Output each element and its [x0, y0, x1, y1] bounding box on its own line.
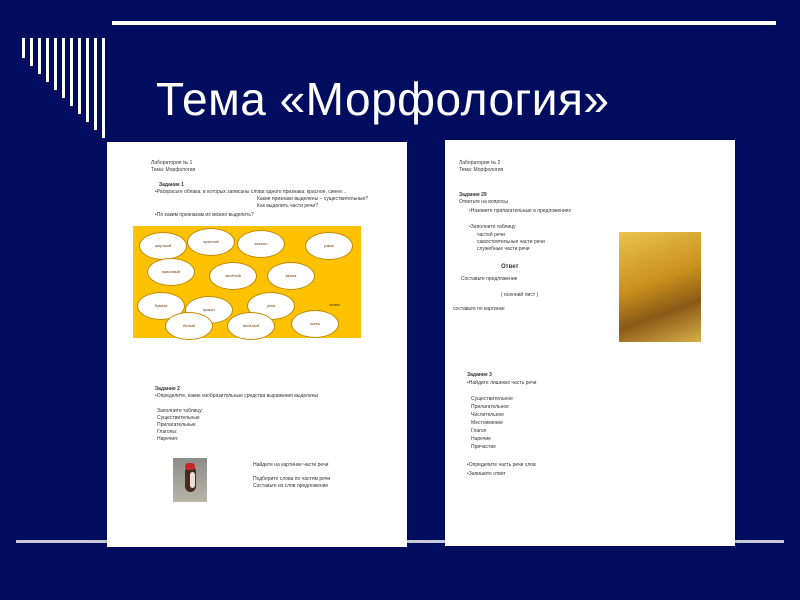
doc2-header-1: Лаборатория № 2	[459, 160, 501, 166]
doc2-task3-label: Задание 3	[467, 372, 492, 378]
cloud-word: река	[247, 292, 295, 320]
doc2-list-item: Существительное	[471, 396, 513, 402]
cloud-word: красивый	[147, 258, 195, 286]
cloud-word: зелёный	[209, 262, 257, 290]
doc2-answer-line-1: Составьте предложение	[461, 276, 518, 282]
doc1-task2-text: • Определите, какие изобразительные средства выражения выделены	[155, 393, 318, 399]
cloud-word: весна	[267, 262, 315, 290]
doc2-answer-label: Ответ	[501, 264, 519, 270]
doc1-task1-note2: Как выделить части речи?	[257, 203, 318, 209]
doc1-header-2: Тема: Морфология	[151, 167, 196, 173]
cloud-word: весёлый	[227, 312, 275, 340]
doc1-line: Прилагательные	[157, 422, 196, 428]
doc2-line: служебные части речи	[477, 246, 530, 252]
top-divider-line	[112, 21, 776, 25]
slide-title: Тема «Морфология»	[156, 73, 610, 125]
cloud-word: узкие	[305, 232, 353, 260]
doc2-line: самостоятельные части речи	[477, 239, 545, 245]
doc1-line: Глаголы:	[157, 429, 178, 435]
doc1-task1-label: Задание 1	[159, 182, 184, 188]
doc1-line: Наречия:	[157, 436, 179, 442]
cloud-word: осень	[291, 310, 339, 338]
doc2-bullet-1: • Назовите прилагательные в предложениях	[469, 208, 571, 214]
cloud-word: красит	[185, 296, 233, 324]
doc2-list-item: Местоимение	[471, 420, 503, 426]
doc1-header-1: Лаборатория № 1	[151, 160, 193, 166]
worksheet-left	[107, 142, 407, 547]
doc2-list-item: Глагол	[471, 428, 487, 434]
doc2-bullet-3: • Определите часть речи слов	[467, 462, 536, 468]
doc2-task-label: Задание 29	[459, 192, 487, 198]
autumn-tree-image	[619, 232, 701, 342]
decorative-stripes	[22, 38, 112, 148]
doc2-answer-line-2: ( осенний лист )	[501, 292, 539, 298]
doc1-task1-text: • Раскрасьте облака, в которых записаны слова одного признака: красное, синее…	[155, 189, 347, 195]
doc2-list-item: Наречие	[471, 436, 491, 442]
doc1-task1-note1: Какие признаки выделены – существительные?	[257, 196, 369, 202]
cloud-word: красный	[187, 228, 235, 256]
doc1-bird-caption-3: Составьте из слов предложение	[253, 483, 329, 489]
doc2-list-item: Причастие	[471, 444, 496, 450]
cloud-word: широкий	[139, 232, 187, 260]
doc1-task2-label: Задание 2	[155, 386, 180, 392]
doc1-line: Заполните таблицу:	[157, 408, 204, 414]
doc2-task3-bullet: • Найдите лишнюю часть речи	[467, 380, 536, 386]
doc2-list-item: Числительное	[471, 412, 505, 418]
worksheet-right	[445, 140, 735, 546]
cloud-exercise-board	[133, 226, 361, 338]
doc2-bullet-2: • Заполните таблицу	[469, 224, 516, 230]
doc2-bullet-4: • Запишите ответ	[467, 471, 506, 477]
doc1-line: Существительные	[157, 415, 200, 421]
doc2-task-sub: Ответьте на вопросы	[459, 199, 508, 205]
doc1-task1-question: • По каким признакам их можно выделить?	[155, 212, 254, 218]
doc2-answer-line-3: составьте по картинке	[453, 306, 505, 312]
cloud-outside-word: снова	[329, 302, 340, 307]
cloud-word: бумага	[137, 292, 185, 320]
doc2-line: частей речи	[477, 232, 505, 238]
doc2-list-item: Прилагательное	[471, 404, 509, 410]
doc2-header-2: Тема: Морфология	[459, 167, 504, 173]
cloud-word: весело	[237, 230, 285, 258]
doc1-bird-caption-2: Подберите слова по частям речи	[253, 476, 331, 482]
doc1-bird-caption-1: Найдите на картинке части речи	[253, 462, 329, 468]
woodpecker-image	[173, 458, 207, 502]
cloud-word: белый	[165, 312, 213, 340]
